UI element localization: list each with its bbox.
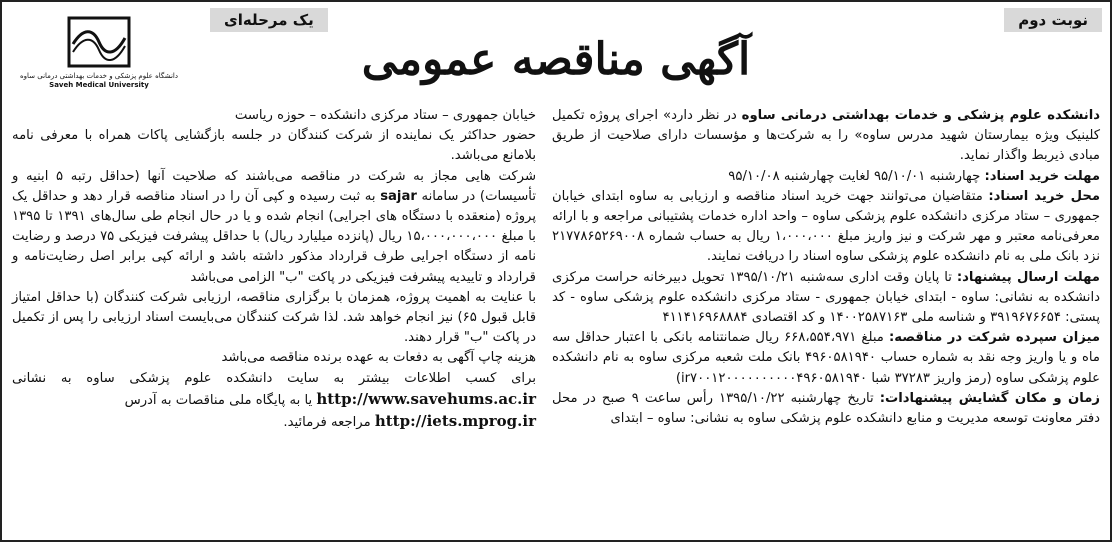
university-logo-icon: [63, 14, 135, 70]
guarantee-label: میزان سپرده شرکت در مناقصه:: [888, 330, 1101, 346]
eligibility-paragraph: [12, 167, 536, 288]
guarantee-text: مبلغ ۶۶۸،۵۵۴،۹۷۱ ریال ضمانتنامه بانکی با اعتبار حداقل سه ماه و یا واریز وجه نقد به شماره حساب ۴۹۶۰۵۸۱۹۴۰ بانک ملت شعبه مرکزی ساوه به نام دانشکده علوم پزشکی ساوه (رمز واریز ۳۷۲۸۳ شبا ir۷۰۰۱۲۰۰۰۰۰۰۰۰۰۰۴۹۶۰۵۸۱۹۴۰): [552, 330, 1100, 386]
place-paragraph: [552, 187, 1100, 268]
portal-link[interactable]: http://iets.mprog.ir: [374, 412, 536, 431]
deadline-text: چهارشنبه ۹۵/۱۰/۰۱ لغایت چهارشنبه ۹۵/۱۰/۰۸: [728, 168, 985, 184]
place-text: متقاضیان می‌توانند جهت خرید اسناد مناقصه و ارزیابی به ساوه ابتدای خیابان جمهوری – ستاد مرکزی دانشکده علوم پزشکی ساوه – واحد اداره خدمات پشتیبانی مراجعه و با ارائه معرفی‌نامه معتبر و مهر شرکت و نیز واریز مبلغ ۱،۰۰۰،۰۰۰ ریال به حساب شماره ۲۱۷۷۸۶۵۲۶۹۰۰۸ نزد بانک ملی به نام دانشکده علوم پزشکی ساوه اسناد را دریافت نمایند.: [552, 188, 1100, 265]
turn-badge: نوبت دوم: [1004, 8, 1102, 32]
opening-label: زمان و مکان گشایش پیشنهادات:: [879, 390, 1101, 406]
university-logo: [14, 14, 184, 106]
info-text-b: یا به پایگاه ملی مناقصات به آدرس: [124, 392, 317, 408]
opening-text: تاریخ چهارشنبه ۱۳۹۵/۱۰/۲۲ رأس ساعت ۹ صبح در محل دفتر معاونت توسعه مدیریت و منابع دانشکده علوم پزشکی ساوه به نشانی: ساوه – ابتدای: [552, 390, 1100, 427]
info-text: برای کسب اطلاعات بیشتر به سایت دانشکده علوم پزشکی ساوه به نشانی: [12, 370, 536, 386]
opening-paragraph: [552, 389, 1100, 429]
address-continued: خیابان جمهوری – ستاد مرکزی دانشکده – حوزه ریاست: [234, 108, 536, 123]
place-label: محل خرید اسناد:: [988, 188, 1101, 204]
attendance-paragraph: حضور حداکثر یک نماینده از شرکت کنندگان در جلسه بازگشایی پاکات همراه با معرفی نامه بلامانع می‌باشد.: [12, 128, 536, 164]
page-title: آگهی مناقصه عمومی: [361, 34, 751, 85]
intro-paragraph: [552, 106, 1100, 167]
portal-paragraph: [12, 411, 536, 433]
logo-fa-text: دانشگاه علوم پزشکی و خدمات بهداشتی درمانی ساوه: [20, 72, 178, 80]
evaluation-paragraph: با عنایت به اهمیت پروژه، همزمان با برگزاری مناقصه، ارزیابی شرکت کنندگان (با حداقل امتیاز قابل قبول ۶۵) نیز انجام خواهد شد. لذا شرکت کنندگان می‌بایست اسناد ارزیابی را پس از تکمیل در پاکت "ب" قرار دهند.: [12, 289, 537, 346]
cost-paragraph: هزینه چاپ آگهی به دفعات به عهده برنده مناقصه می‌باشد: [221, 350, 536, 366]
stage-badge: یک مرحله‌ای: [210, 8, 328, 32]
deadline-label: مهلت خرید اسناد:: [984, 168, 1100, 184]
left-column: [12, 106, 536, 433]
website-link[interactable]: http://www.savehums.ac.ir: [316, 389, 536, 408]
submit-paragraph: [552, 268, 1100, 329]
closing-text: مراجعه فرمائید.: [283, 415, 375, 431]
right-column: [552, 106, 1100, 429]
sajar-text: sajar: [380, 188, 417, 204]
intro-bold: دانشکده علوم پزشکی و خدمات بهداشتی درمانی ساوه: [741, 108, 1100, 123]
info-paragraph: [12, 369, 536, 411]
deadline-paragraph: [552, 167, 1100, 187]
intro-text: در نظر دارد» اجرای پروژه تکمیل کلینیک ویژه بیمارستان شهید مدرس ساوه» را به شرکت‌ها و مؤسسات دارای صلاحیت از طریق مبادی ذیربط واگذار نماید.: [552, 108, 1100, 164]
eligibility-pre: شرکت هایی مجاز به شرکت در مناقصه می‌باشند که صلاحیت آنها (حداقل رتبه ۵ ابنیه و تأسیسات) در سامانه: [12, 168, 536, 204]
submit-label: مهلت ارسال پیشنهاد:: [956, 269, 1100, 285]
guarantee-paragraph: [552, 328, 1100, 389]
submit-text: تا پایان وقت اداری سه‌شنبه ۱۳۹۵/۱۰/۲۱ تحویل دبیرخانه حراست مرکزی دانشکده به نشانی: ساوه - ابتدای خیابان جمهوری - ستاد مرکزی دانشکده علوم پزشکی ساوه - کد پستی: ۳۹۱۹۶۷۶۶۵۴ و شناسه ملی ۱۴۰۰۲۵۸۷۱۶۳ و کد اقتصادی ۴۱۱۴۱۶۹۶۸۸۸۴: [552, 269, 1100, 326]
logo-en-text: Saveh Medical University: [49, 81, 149, 89]
eligibility-post: به ثبت رسیده و کپی آن را در اسناد مناقصه قرار دهد و حداقل یک پروژه (منعقده با دستگاه های اجرایی) انجام شده و یا در حال انجام طی سال‌های ۱۳۹۱ تا ۱۳۹۵ با مبلغ ۱۵،۰۰۰،۰۰۰،۰۰۰ ریال (پانزده میلیارد ریال) با حداقل پیشرفت فیزیکی ۷۵ درصد و رضایت نامه از دستگاه اجرایی طرف قرارداد مذکور داشته باشد و ارائه کپی برابر اصل رضایت‌نامه و قرارداد و تاییدیه پیشرفت فیزیکی در پاکت "ب" الزامی می‌باشد: [12, 188, 537, 285]
